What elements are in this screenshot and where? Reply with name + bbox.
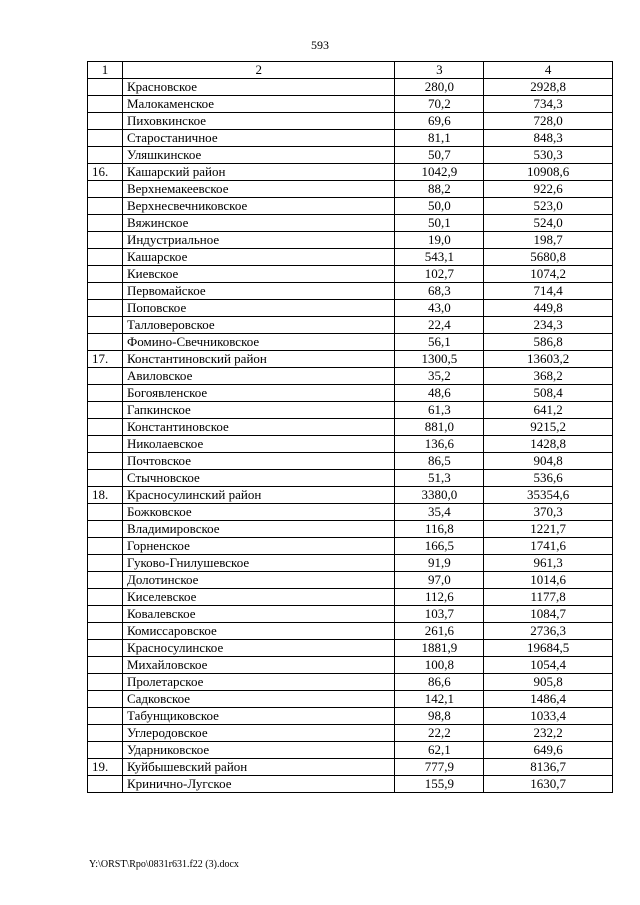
row-name: Ударниковское [122,742,395,759]
header-col-1: 1 [88,62,123,79]
row-name: Старостаничное [122,130,395,147]
row-name: Углеродовское [122,725,395,742]
row-value-3: 261,6 [395,623,484,640]
row-name: Уляшкинское [122,147,395,164]
row-number [88,521,123,538]
row-value-3: 86,5 [395,453,484,470]
row-value-3: 103,7 [395,606,484,623]
row-value-3: 102,7 [395,266,484,283]
row-value-4: 1033,4 [484,708,613,725]
row-name: Пиховкинское [122,113,395,130]
row-name: Кашарское [122,249,395,266]
table-row [88,334,613,351]
row-value-4: 961,3 [484,555,613,572]
row-name: Горненское [122,538,395,555]
row-value-4: 1177,8 [484,589,613,606]
row-number [88,470,123,487]
table-row [88,657,613,674]
row-name: Почтовское [122,453,395,470]
table-row [88,113,613,130]
table-row [88,368,613,385]
row-value-3: 116,8 [395,521,484,538]
row-name: Куйбышевский район [122,759,395,776]
table-row [88,691,613,708]
row-value-3: 19,0 [395,232,484,249]
row-value-4: 198,7 [484,232,613,249]
table-row [88,538,613,555]
table-row [88,521,613,538]
row-value-4: 848,3 [484,130,613,147]
row-name: Талловеровское [122,317,395,334]
table-row [88,385,613,402]
row-value-4: 530,3 [484,147,613,164]
table-row [88,725,613,742]
table-row [88,130,613,147]
table-row [88,215,613,232]
row-name: Владимировское [122,521,395,538]
row-value-4: 2928,8 [484,79,613,96]
row-number [88,453,123,470]
row-value-4: 8136,7 [484,759,613,776]
row-value-4: 35354,6 [484,487,613,504]
row-number [88,606,123,623]
row-number [88,674,123,691]
row-value-3: 35,2 [395,368,484,385]
row-number: 17. [88,351,123,368]
table-header-row [88,62,613,79]
row-name: Кринично-Лугское [122,776,395,793]
row-value-4: 523,0 [484,198,613,215]
row-value-4: 649,6 [484,742,613,759]
row-value-4: 536,6 [484,470,613,487]
row-value-3: 50,7 [395,147,484,164]
row-number [88,436,123,453]
table-row [88,470,613,487]
row-name: Константиновское [122,419,395,436]
row-number [88,300,123,317]
row-number [88,589,123,606]
row-value-3: 70,2 [395,96,484,113]
row-name: Поповское [122,300,395,317]
row-value-3: 1300,5 [395,351,484,368]
row-value-3: 48,6 [395,385,484,402]
row-value-4: 1486,4 [484,691,613,708]
row-value-3: 136,6 [395,436,484,453]
row-value-3: 61,3 [395,402,484,419]
row-name: Николаевское [122,436,395,453]
row-value-4: 1074,2 [484,266,613,283]
row-value-3: 88,2 [395,181,484,198]
row-name: Первомайское [122,283,395,300]
row-number [88,385,123,402]
table-row [88,504,613,521]
row-value-3: 43,0 [395,300,484,317]
row-value-4: 10908,6 [484,164,613,181]
row-number [88,538,123,555]
table-row [88,742,613,759]
table-row [88,640,613,657]
row-value-3: 166,5 [395,538,484,555]
row-value-4: 905,8 [484,674,613,691]
row-value-3: 3380,0 [395,487,484,504]
row-value-4: 368,2 [484,368,613,385]
row-number [88,691,123,708]
row-name: Индустриальное [122,232,395,249]
row-name: Ковалевское [122,606,395,623]
table-row [88,283,613,300]
row-number [88,708,123,725]
header-col-4: 4 [484,62,613,79]
row-number [88,623,123,640]
row-value-3: 22,2 [395,725,484,742]
row-number [88,742,123,759]
row-value-4: 1084,7 [484,606,613,623]
row-value-4: 734,3 [484,96,613,113]
table-row [88,317,613,334]
table-row [88,606,613,623]
row-number [88,419,123,436]
row-value-3: 81,1 [395,130,484,147]
table-row [88,572,613,589]
row-name: Гапкинское [122,402,395,419]
row-name: Малокаменское [122,96,395,113]
row-name: Константиновский район [122,351,395,368]
header-col-2: 2 [122,62,395,79]
row-value-4: 524,0 [484,215,613,232]
row-name: Богоявленское [122,385,395,402]
row-value-4: 370,3 [484,504,613,521]
row-value-3: 68,3 [395,283,484,300]
row-value-4: 1428,8 [484,436,613,453]
row-value-3: 280,0 [395,79,484,96]
table-row [88,232,613,249]
row-value-4: 586,8 [484,334,613,351]
row-name: Комиссаровское [122,623,395,640]
row-number [88,198,123,215]
table-row [88,674,613,691]
row-name: Красновское [122,79,395,96]
table-row [88,776,613,793]
row-value-4: 449,8 [484,300,613,317]
row-name: Фомино-Свечниковское [122,334,395,351]
row-value-3: 155,9 [395,776,484,793]
table-row [88,402,613,419]
row-value-4: 13603,2 [484,351,613,368]
row-value-3: 35,4 [395,504,484,521]
row-value-3: 91,9 [395,555,484,572]
row-name: Долотинское [122,572,395,589]
row-value-4: 922,6 [484,181,613,198]
data-table [87,61,613,793]
row-name: Садковское [122,691,395,708]
table-row [88,708,613,725]
row-value-3: 56,1 [395,334,484,351]
row-number [88,266,123,283]
table-row [88,300,613,317]
row-number [88,79,123,96]
row-name: Кашарский район [122,164,395,181]
table-row [88,759,613,776]
row-number [88,640,123,657]
row-value-4: 2736,3 [484,623,613,640]
row-name: Киевское [122,266,395,283]
row-name: Киселевское [122,589,395,606]
row-number [88,215,123,232]
row-name: Красносулинский район [122,487,395,504]
row-value-4: 904,8 [484,453,613,470]
row-value-3: 1042,9 [395,164,484,181]
row-number [88,368,123,385]
row-value-4: 232,2 [484,725,613,742]
row-value-3: 97,0 [395,572,484,589]
table-row [88,96,613,113]
row-value-3: 1881,9 [395,640,484,657]
row-value-3: 62,1 [395,742,484,759]
row-value-3: 50,1 [395,215,484,232]
row-number [88,147,123,164]
row-number [88,572,123,589]
row-name: Верхнемакеевское [122,181,395,198]
table-row [88,79,613,96]
table-row [88,453,613,470]
row-value-4: 1221,7 [484,521,613,538]
row-name: Красносулинское [122,640,395,657]
row-number [88,504,123,521]
row-value-3: 100,8 [395,657,484,674]
table-row [88,487,613,504]
row-number [88,249,123,266]
row-value-4: 1630,7 [484,776,613,793]
table-row [88,589,613,606]
table-row [88,555,613,572]
table-row [88,198,613,215]
row-value-4: 1014,6 [484,572,613,589]
row-value-3: 69,6 [395,113,484,130]
row-number [88,113,123,130]
row-value-3: 543,1 [395,249,484,266]
row-number [88,555,123,572]
table-row [88,436,613,453]
row-number [88,657,123,674]
row-number [88,334,123,351]
row-number [88,181,123,198]
table-row [88,164,613,181]
table-row [88,147,613,164]
table-row [88,419,613,436]
row-number [88,725,123,742]
row-name: Пролетарское [122,674,395,691]
row-value-4: 19684,5 [484,640,613,657]
row-value-4: 5680,8 [484,249,613,266]
row-number [88,402,123,419]
page-number: 593 [311,38,329,52]
row-name: Гуково-Гнилушевское [122,555,395,572]
table-row [88,351,613,368]
row-value-3: 112,6 [395,589,484,606]
row-value-4: 508,4 [484,385,613,402]
header-col-3: 3 [395,62,484,79]
row-number: 18. [88,487,123,504]
row-name: Стычновское [122,470,395,487]
row-value-3: 50,0 [395,198,484,215]
row-value-4: 714,4 [484,283,613,300]
row-number [88,776,123,793]
row-name: Табунщиковское [122,708,395,725]
row-value-3: 51,3 [395,470,484,487]
row-number [88,283,123,300]
file-path-footer: Y:\ORST\Rpo\0831r631.f22 (3).docx [89,859,239,870]
row-value-4: 728,0 [484,113,613,130]
row-value-4: 9215,2 [484,419,613,436]
row-number [88,232,123,249]
row-value-4: 641,2 [484,402,613,419]
table-row [88,249,613,266]
table-row [88,623,613,640]
row-number [88,96,123,113]
row-value-4: 1741,6 [484,538,613,555]
table-row [88,181,613,198]
row-value-4: 234,3 [484,317,613,334]
row-value-3: 777,9 [395,759,484,776]
row-value-3: 22,4 [395,317,484,334]
row-value-4: 1054,4 [484,657,613,674]
row-value-3: 142,1 [395,691,484,708]
row-number: 19. [88,759,123,776]
row-value-3: 98,8 [395,708,484,725]
row-name: Авиловское [122,368,395,385]
row-name: Верхнесвечниковское [122,198,395,215]
table-row [88,266,613,283]
row-value-3: 86,6 [395,674,484,691]
row-number [88,130,123,147]
row-name: Вяжинское [122,215,395,232]
row-number: 16. [88,164,123,181]
row-name: Божковское [122,504,395,521]
row-value-3: 881,0 [395,419,484,436]
row-name: Михайловское [122,657,395,674]
row-number [88,317,123,334]
